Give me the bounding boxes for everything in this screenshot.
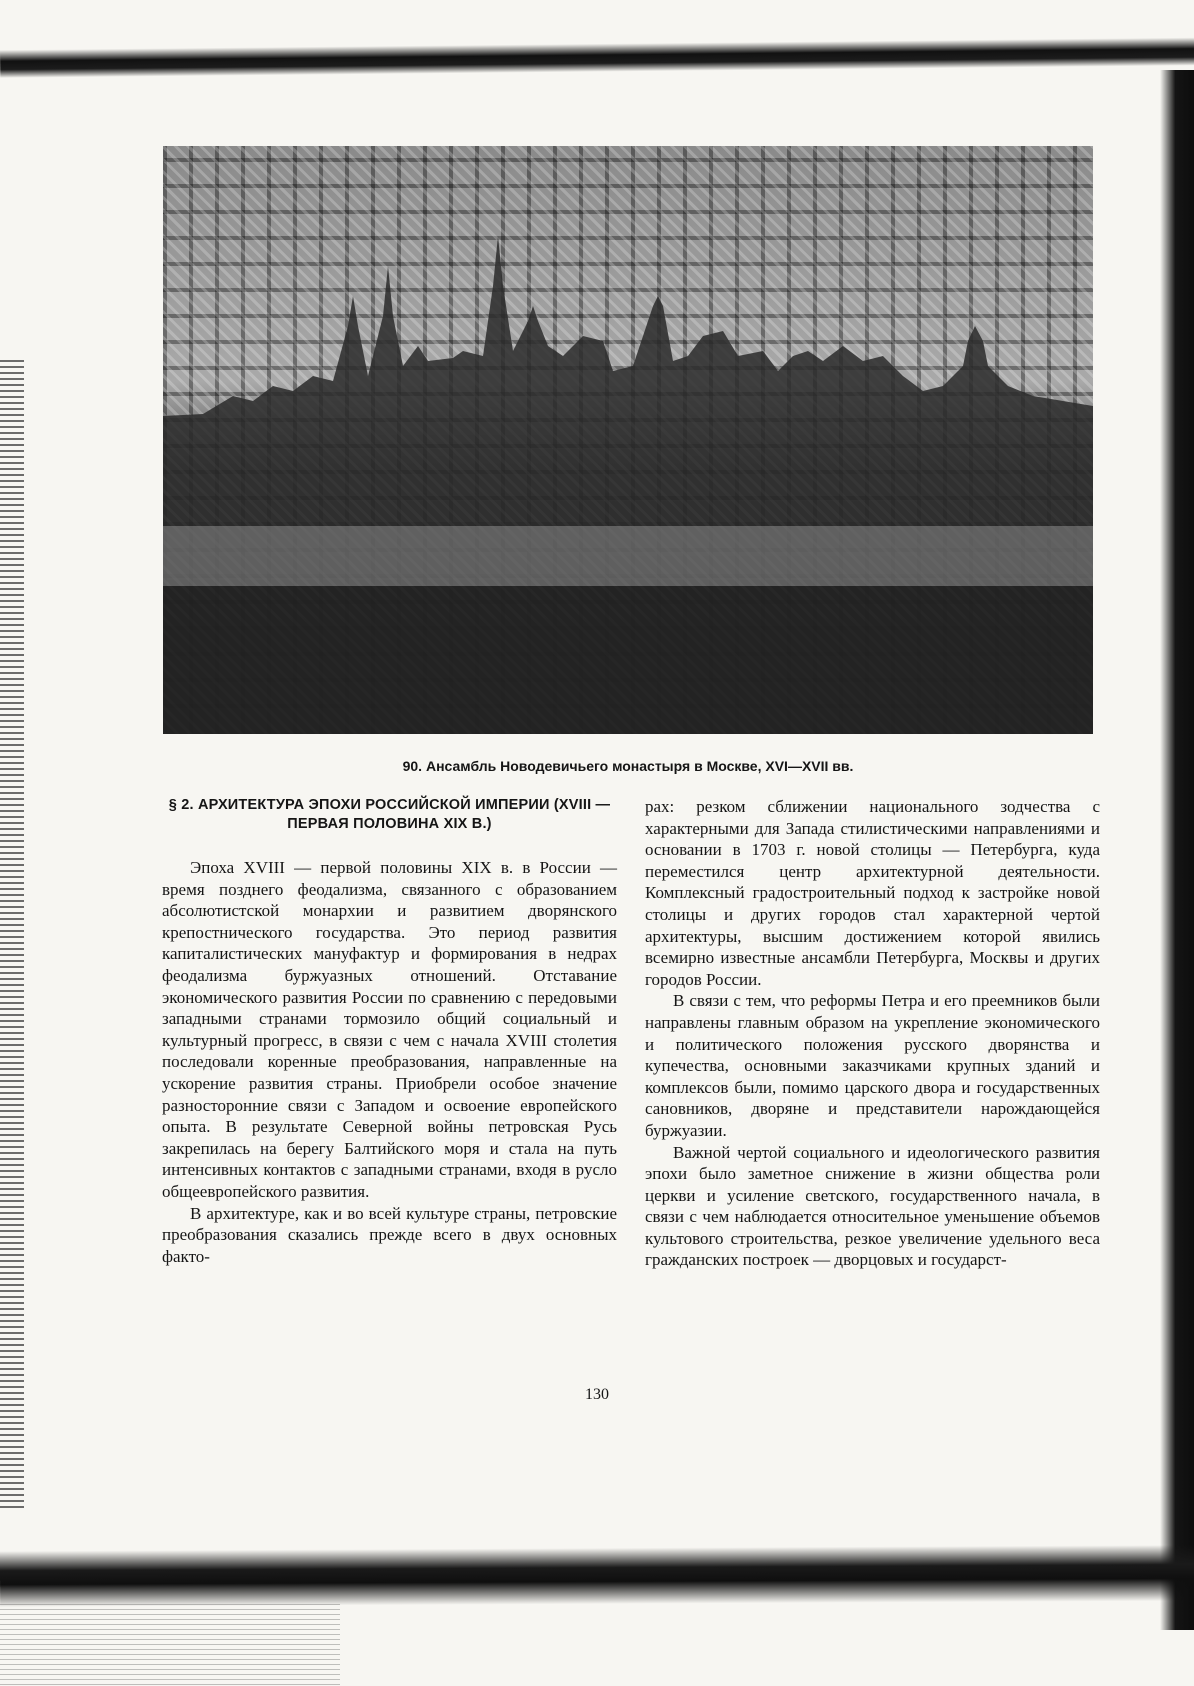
paragraph: Важной чертой социального и идеологического развития эпохи было заметное снижение в жизни общества роли церкви и усиление светского, государственного начала, в связи с чем наблюдается относительное уменьшение объемов культового строительства, резкое увеличение удельного веса гражданских построек — дворцовых и государст- (645, 1142, 1100, 1270)
section-heading: § 2. АРХИТЕКТУРА ЭПОХИ РОССИЙСКОЙ ИМПЕРИИ (XVIII — ПЕРВАЯ ПОЛОВИНА XIX В.) (168, 797, 611, 832)
scan-edge-bottom (0, 1545, 1194, 1607)
scan-edge-left (0, 360, 24, 1510)
text-column-left (162, 796, 617, 1267)
monastery-photograph (163, 146, 1093, 734)
page-number: 130 (585, 1386, 609, 1403)
monastery-silhouette (163, 146, 1093, 734)
scan-edge-top (0, 37, 1194, 78)
paragraph: В архитектуре, как и во всей культуре страны, петровские преобразования сказались прежде всего в двух основных факто- (162, 1203, 617, 1266)
paragraph: рах: резком сближении национального зодчества с характерными для Запада стилистическими направлениями и основании в 1703 г. новой столицы — Петербурга, куда переместился центр архитектурной деятельности. Комплексный градостроительный подход к застройке новой столицы и других городов стал характерной чертой архитектуры, высшим достижением которой явились всемирно известные ансамбли Петербурга, Москвы и других городов России. (645, 797, 1100, 989)
text-column-right (645, 796, 1100, 1271)
scan-artifact-corner (0, 1604, 340, 1686)
figure-caption: 90. Ансамбль Новодевичьего монастыря в Москве, XVI—XVII вв. (402, 758, 854, 774)
paragraph: В связи с тем, что реформы Петра и его преемников были направлены главным образом на укрепление экономического и политического положения русского дворянства и купечества, основными заказчиками крупных зданий и комплексов были, помимо царского двора и государственных сановников, дворяне и представители нарождающейся буржуазии. (645, 991, 1100, 1140)
paragraph: Эпоха XVIII — первой половины XIX в. в России — время позднего феодализма, связанного с образованием абсолютистской монархии и развитием дворянского крепостнического государства. Это период развития капиталистических мануфактур и формирования в недрах феодализма буржуазных отношений. Отставание экономического развития России по сравнению с передовыми западными странами тормозило общий социальный и культурный прогресс, в связи с чем с начала XVIII столетия последовали коренные преобразования, направленные на ускорение развития страны. Приобрели особое значение разносторонние связи с Западом и освоение европейского опыта. В результате Северной войны петровская Русь закрепилась на берегу Балтийского моря и стала на путь интенсивных контактов с западными странами, входя в русло общеевропейского развития. (162, 858, 617, 1201)
